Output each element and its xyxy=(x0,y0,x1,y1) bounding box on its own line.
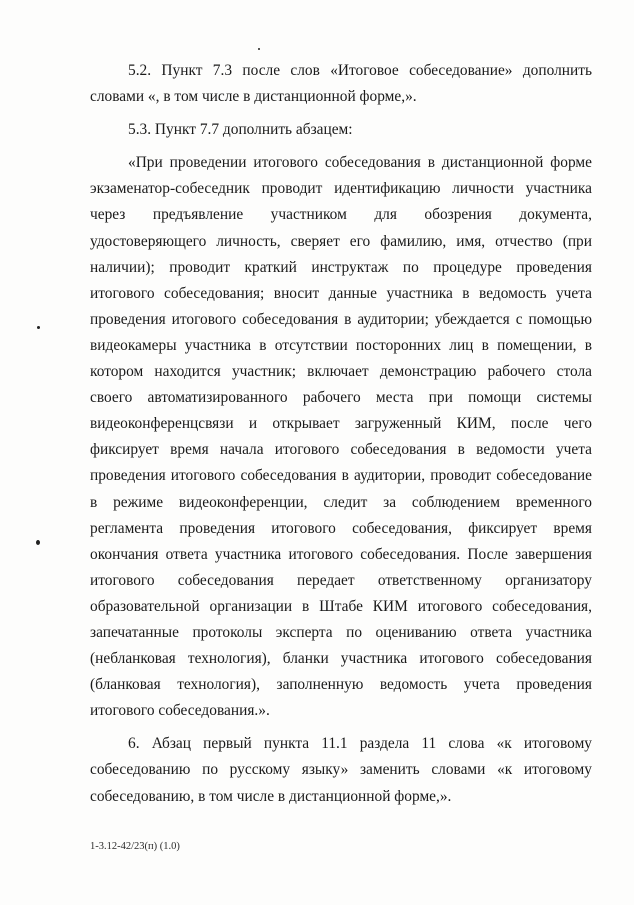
paragraph-5-3: 5.3. Пункт 7.7 дополнить абзацем: xyxy=(128,121,353,139)
paragraph-inserted-text: «При проведении итогового собеседования в дистанционной форме экзаменатор-собеседник проводит идентификацию личности участника через предъявление участником для обозрения документа, удостоверяющего личность, сверяет его фамилию, имя, отчество (при наличии); проводит краткий инструктаж по процедуре проведения итогового собеседования; вносит данные участника в ведомость учета проведения итогового собеседования в аудитории; убеждается с помощью видеокамеры участника в отсутствии посторонних лиц в помещении, в котором находится участник; включает демонстрацию рабочего стола своего автоматизированного рабочего места при помощи системы видеоконференцсвязи и открывает загруженный КИМ, после чего фиксирует время начала итогового собеседования в ведомости учета проведения итогового собеседования в аудитории, проводит собеседование в режиме видеоконференции, следит за соблюдением временного регламента проведения итогового собеседования, фиксирует время окончания ответа участника итогового собеседования. После завершения итогового собеседования передает ответственному организатору образовательной организации в Штабе КИМ итогового собеседования, запечатанные протоколы эксперта по оцениванию ответа участника (небланковая технология), бланки участника итогового собеседования (бланковая технология), заполненную ведомость учета проведения итогового собеседования.». xyxy=(90,154,592,720)
paragraph-5-2: 5.2. Пункт 7.3 после слов «Итоговое собеседование» дополнить словами «, в том числе в дистанционной форме,». xyxy=(90,62,592,106)
scan-speck xyxy=(37,326,40,329)
document-footer-code: 1-3.12-42/23(п) (1.0) xyxy=(90,841,180,852)
scan-speck xyxy=(258,48,260,50)
paragraph-6: 6. Абзац первый пункта 11.1 раздела 11 слова «к итоговому собеседованию по русскому языку» заменить словами «к итоговому собеседованию, в том числе в дистанционной форме,». xyxy=(90,735,592,805)
document-body xyxy=(90,58,592,810)
scan-speck xyxy=(36,540,40,545)
